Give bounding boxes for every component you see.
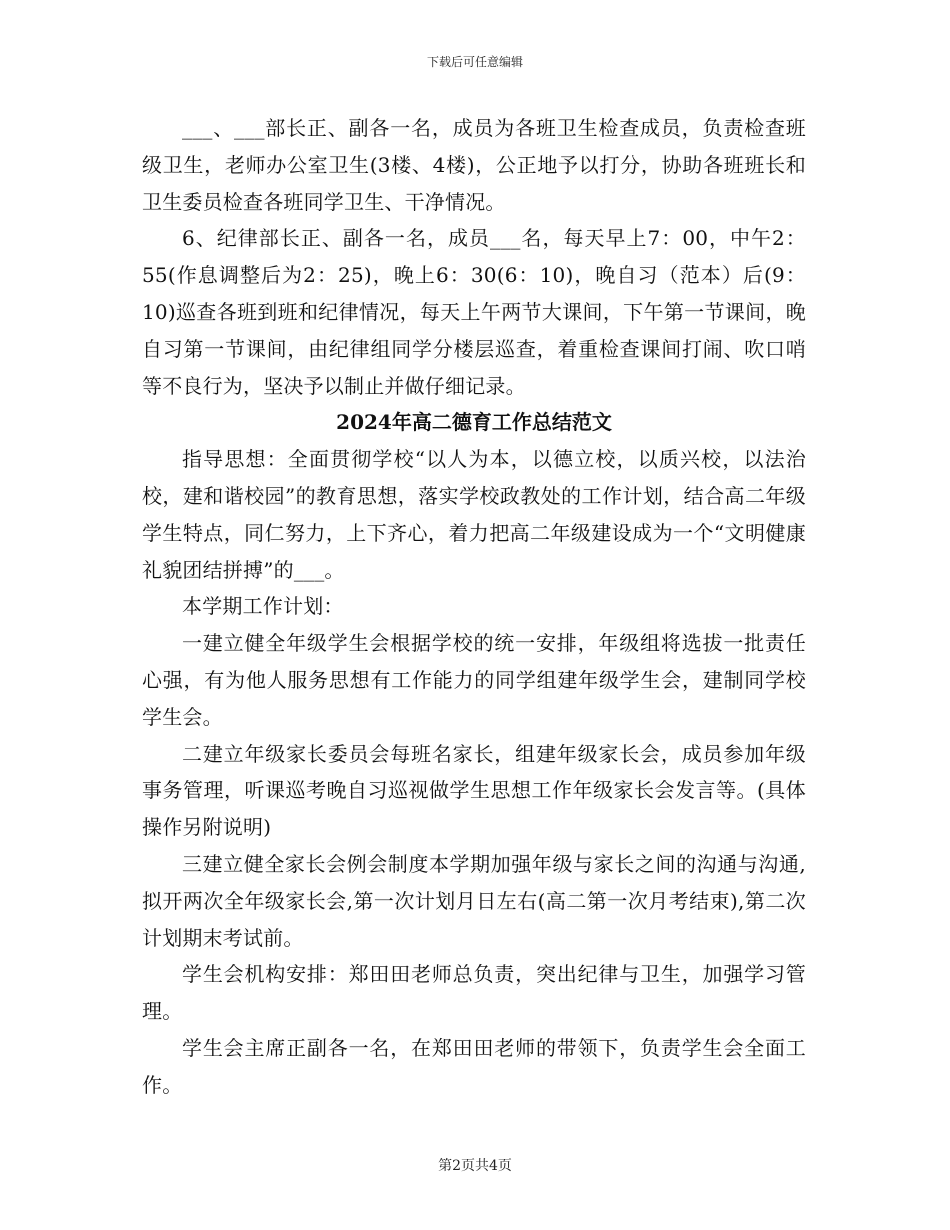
document-title: 2024年高二德育工作总结范文 xyxy=(336,410,612,435)
paragraph-sanitation-dept: ___、___部长正、副各一名，成员为各班卫生检查成员，负责检查班级卫生，老师办公室卫生(3楼、4楼)，公正地予以打分，协助各班班长和卫生委员检查各班同学卫生、干净情况。 xyxy=(142,116,806,214)
paragraph-student-union: 一建立健全年级学生会根据学校的统一安排，年级组将选拔一批责任心强，有为他人服务思想有工作能力的同学组建年级学生会，建制同学校学生会。 xyxy=(142,631,806,729)
document-body xyxy=(142,110,806,1104)
page-footer: 第2页共4页 xyxy=(438,1158,512,1174)
paragraph-union-structure: 学生会机构安排：郑田田老师总负责，突出纪律与卫生，加强学习管理。 xyxy=(142,962,806,1024)
paragraph-parent-meeting: 三建立健全家长会例会制度本学期加强年级与家长之间的沟通与沟通,拟开两次全年级家长会,第一次计划月日左右(高二第一次月考结束),第二次计划期末考试前。 xyxy=(142,851,806,950)
paragraph-guiding-thought: 指导思想：全面贯彻学校“以人为本，以德立校，以质兴校，以法治校，建和谐校园”的教育思想，落实学校政教处的工作计划，结合高二年级学生特点，同仁努力，上下齐心，着力把高二年级建设成为一个“文明健康礼貌团结拼搏”的___。 xyxy=(142,447,806,582)
paragraph-union-chair: 学生会主席正副各一名，在郑田田老师的带领下，负责学生会全面工作。 xyxy=(142,1035,806,1097)
paragraph-semester-plan-heading: 本学期工作计划： xyxy=(182,594,344,619)
paragraph-parent-committee: 二建立年级家长委员会每班名家长，组建年级家长会，成员参加年级事务管理，听课巡考晚自习巡视做学生思想工作年级家长会发言等。(具体操作另附说明) xyxy=(142,741,806,840)
paragraph-discipline-dept: 6、纪律部长正、副各一名，成员___名，每天早上7：00，中午2：55(作息调整后为2：25)，晚上6：30(6：10)，晚自习（范本）后(9：10)巡查各班到班和纪律情况，每天上午两节大课间，下午第一节课间，晚自习第一节课间，由纪律组同学分楼层巡查，着重检查课间打闹、吹口哨等不良行为，坚决予以制止并做仔细记录。 xyxy=(142,226,806,398)
page-header: 下载后可任意编辑 xyxy=(426,55,523,69)
